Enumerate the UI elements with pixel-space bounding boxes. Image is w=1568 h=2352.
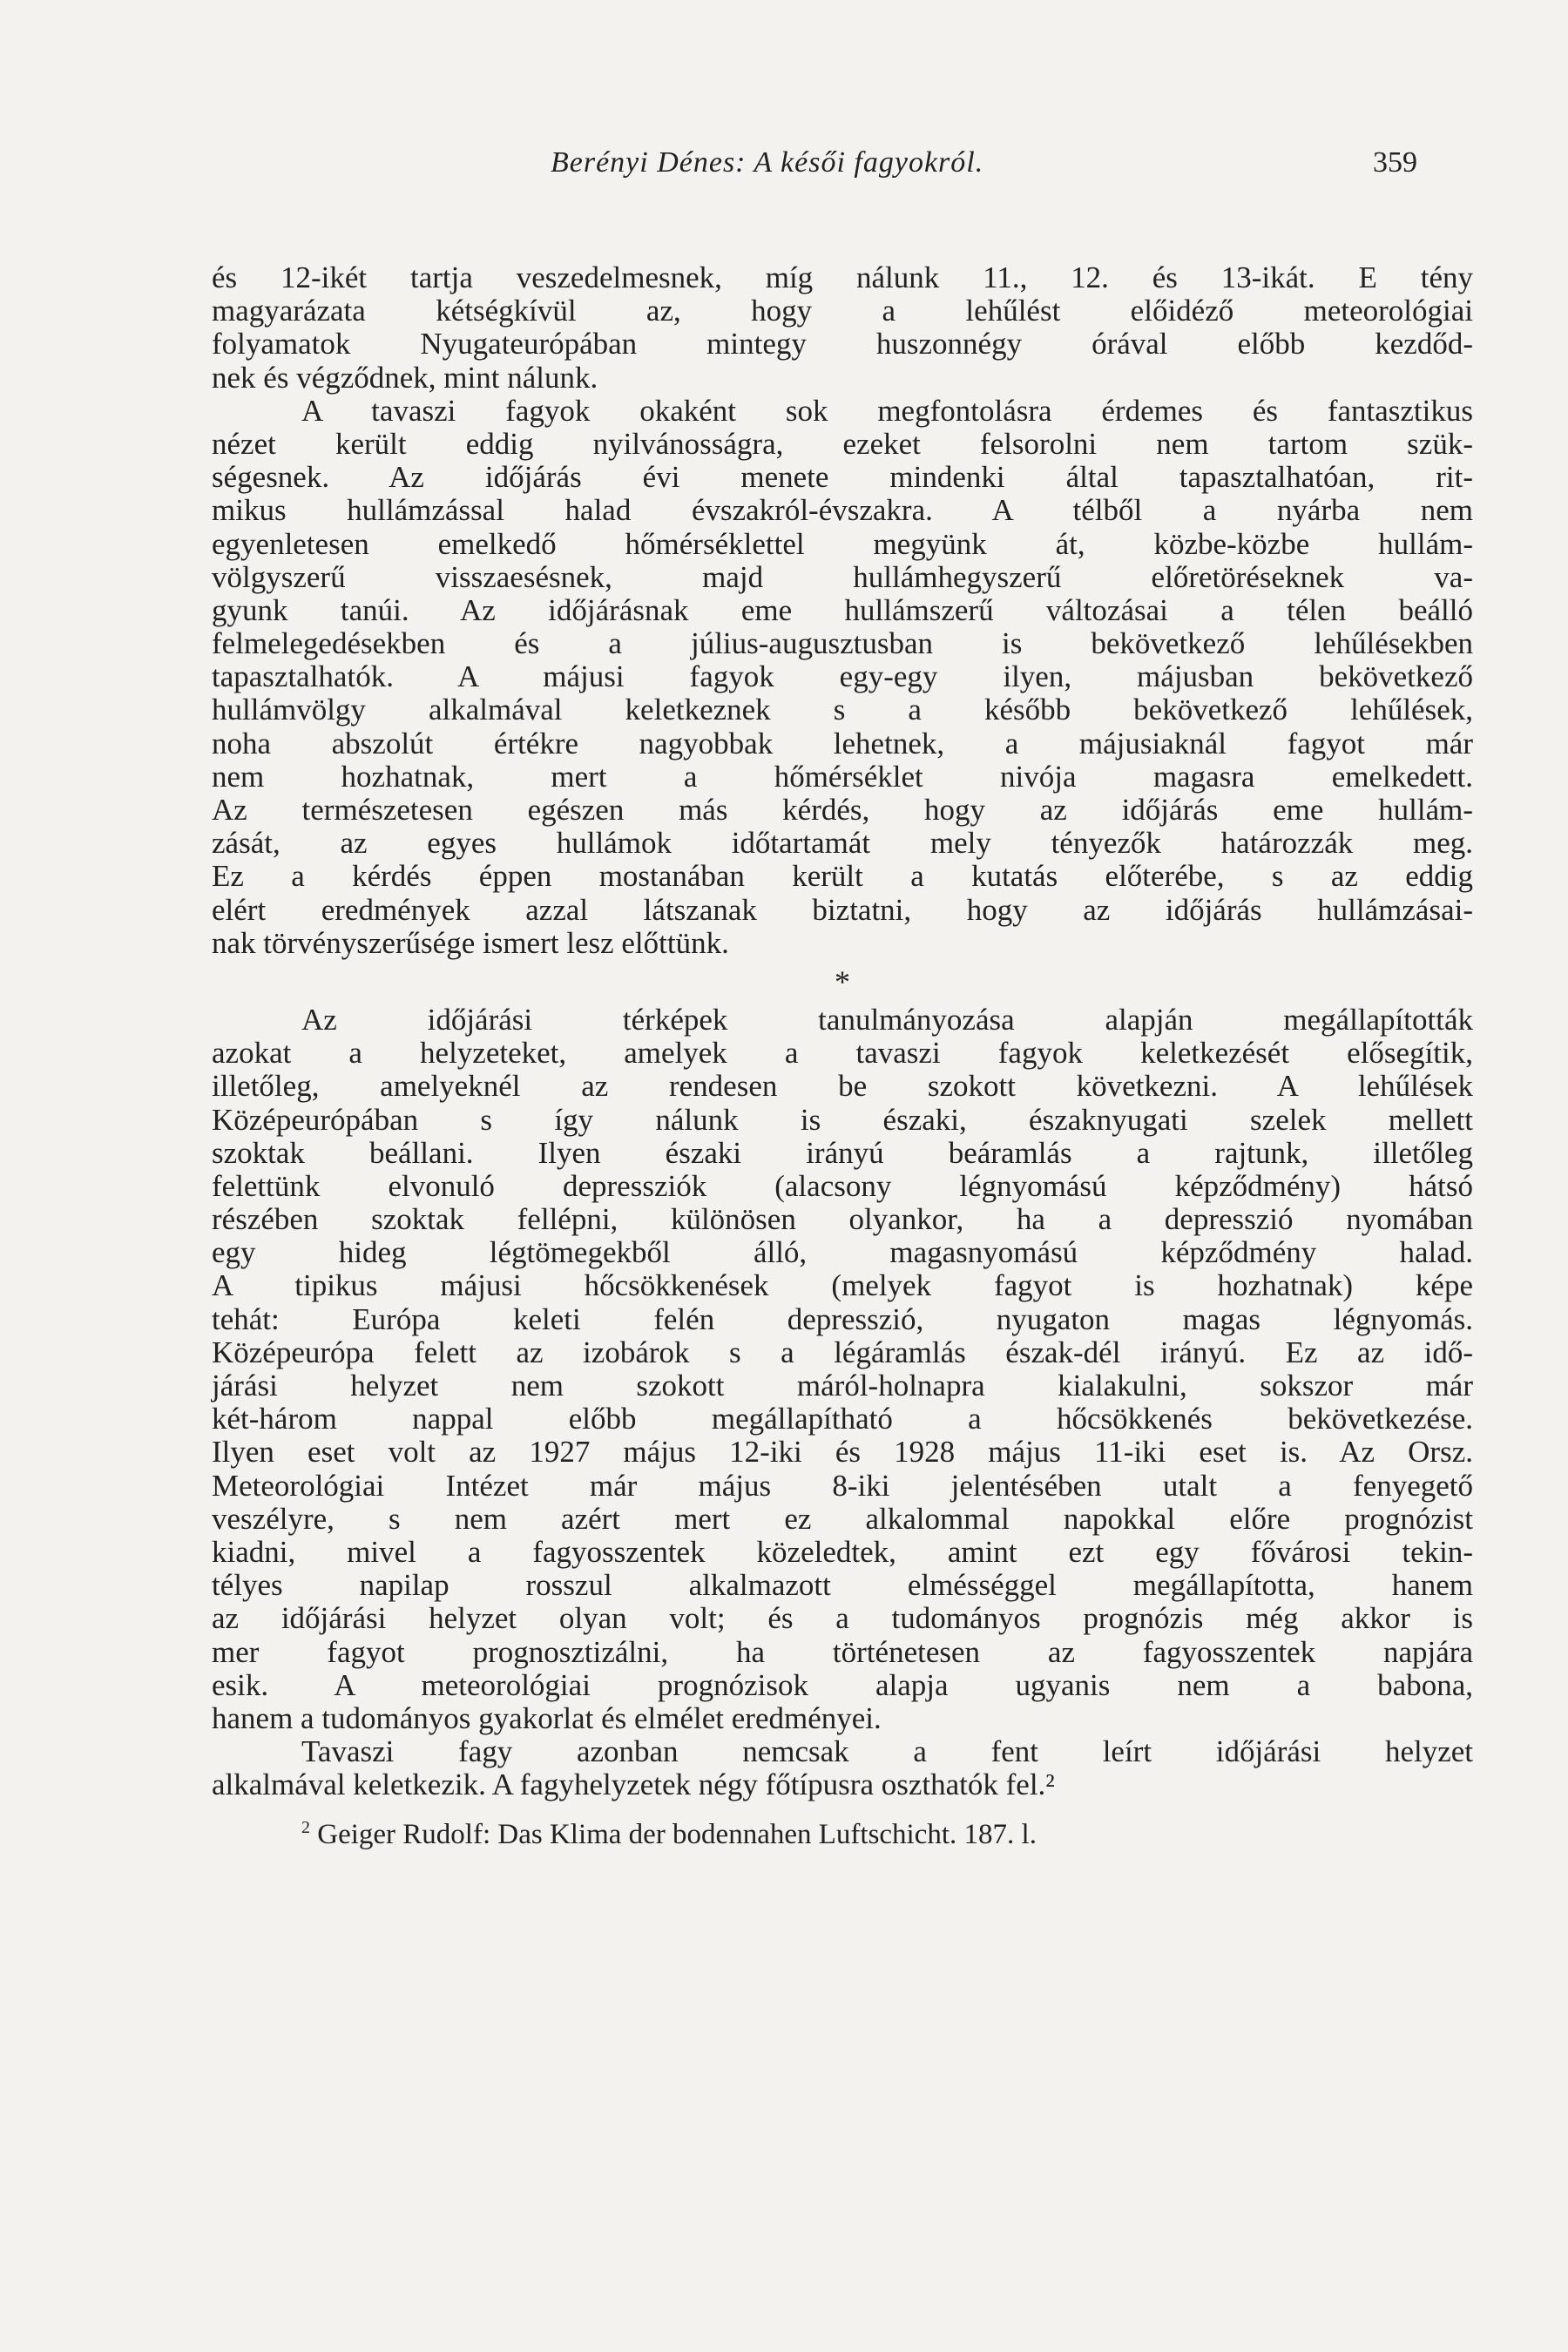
running-head-title: Berényi Dénes: A késői fagyokról. [551, 146, 984, 179]
text-line: A tavaszi fagyok okaként sok megfontolásra érdemes és fantasztikus [301, 393, 1473, 428]
text-line: szoktak beállani. Ilyen északi irányú beáramlás a rajtunk, illetőleg [212, 1135, 1473, 1170]
text-line: noha abszolút értékre nagyobbak lehetnek, a májusiaknál fagyot már [212, 726, 1473, 760]
section-separator: * [835, 963, 850, 999]
text-line: felettünk elvonuló depressziók (alacsony légnyomású képződmény) hátsó [212, 1168, 1473, 1203]
text-line: veszélyre, s nem azért mert ez alkalommal napokkal előre prognózist [212, 1501, 1473, 1536]
text-line: Meteorológiai Intézet már május 8-iki jelentésében utalt a fenyegető [212, 1468, 1473, 1503]
text-line: illetőleg, amelyeknél az rendesen be szokott következni. A lehűlések [212, 1069, 1473, 1104]
text-line: alkalmával keletkezik. A fagyhelyzetek négy főtípusra oszthatók fel.² [212, 1767, 1055, 1802]
text-line: Középeurópában s így nálunk is északi, északnyugati szelek mellett [212, 1102, 1473, 1137]
body-text [212, 260, 1473, 1851]
text-line: nézet került eddig nyilvánosságra, ezeket felsorolni nem tartom szük- [212, 426, 1473, 461]
text-line: járási helyzet nem szokott máról-holnapra kialakulni, sokszor már [212, 1369, 1473, 1402]
text-line: zását, az egyes hullámok időtartamát mely tényezők határozzák meg. [212, 826, 1473, 861]
text-line: nem hozhatnak, mert a hőmérséklet nivója magasra emelkedett. [212, 759, 1473, 794]
text-line: télyes napilap rosszul alkalmazott elmésséggel megállapította, hanem [212, 1568, 1473, 1603]
text-line: Középeurópa felett az izobárok s a légáramlás észak-dél irányú. Ez az idő- [212, 1335, 1473, 1369]
text-line: Az időjárási térképek tanulmányozása alapján megállapították [301, 1002, 1473, 1037]
text-line: két-három nappal előbb megállapítható a hőcsökkenés bekövetkezése. [212, 1402, 1473, 1436]
text-line: felmelegedésekben és a július-augusztusban is bekövetkező lehűlésekben [212, 626, 1473, 661]
text-line: kiadni, mivel a fagyosszentek közeledtek, amint ezt egy fővárosi tekin- [212, 1534, 1473, 1569]
text-line: hanem a tudományos gyakorlat és elmélet eredményei. [212, 1700, 882, 1735]
text-line: folyamatok Nyugateurópában mintegy huszonnégy órával előbb kezdőd- [212, 327, 1473, 362]
text-line: egy hideg légtömegekből álló, magasnyomású képződmény halad. [212, 1235, 1473, 1270]
text-line: nak törvényszerűsége ismert lesz előttünk. [212, 925, 729, 960]
footnote-text: Geiger Rudolf: Das Klima der bodennahen Luftschicht. 187. l. [317, 1819, 1037, 1851]
text-line: az időjárási helyzet olyan volt; és a tudományos prognózis még akkor is [212, 1601, 1473, 1636]
text-line: Ez a kérdés éppen mostanában került a kutatás előterébe, s az eddig [212, 859, 1473, 894]
text-line: Tavaszi fagy azonban nemcsak a fent leírt időjárási helyzet [301, 1734, 1473, 1769]
text-line: elért eredmények azzal látszanak biztatni, hogy az időjárás hullámzásai- [212, 892, 1473, 927]
footnote [212, 1807, 1473, 1851]
text-line: Az természetesen egészen más kérdés, hogy az időjárás eme hullám- [212, 793, 1473, 827]
text-line: esik. A meteorológiai prognózisok alapja ugyanis nem a babona, [212, 1667, 1473, 1702]
text-line: magyarázata kétségkívül az, hogy a lehűlést előidéző meteorológiai [212, 294, 1473, 328]
text-line: részében szoktak fellépni, különösen olyankor, ha a depresszió nyomában [212, 1202, 1473, 1237]
text-line: ségesnek. Az időjárás évi menete mindenki által tapasztalhatóan, rit- [212, 460, 1473, 495]
text-line: tapasztalhatók. A májusi fagyok egy-egy ilyen, májusban bekövetkező [212, 659, 1473, 694]
text-line: egyenletesen emelkedő hőmérséklettel megyünk át, közbe-közbe hullám- [212, 526, 1473, 561]
text-line: mikus hullámzással halad évszakról-évszakra. A télből a nyárba nem [212, 493, 1473, 528]
text-line: tehát: Európa keleti felén depresszió, nyugaton magas légnyomás. [212, 1301, 1473, 1336]
text-line: nek és végződnek, mint nálunk. [212, 360, 598, 395]
text-line: és 12-ikét tartja veszedelmesnek, míg nálunk 11., 12. és 13-ikát. E tény [212, 260, 1473, 294]
text-line: A tipikus májusi hőcsökkenések (melyek fagyot is hozhatnak) képe [212, 1268, 1473, 1303]
text-line: völgyszerű visszaesésnek, majd hullámhegyszerű előretöréseknek va- [212, 559, 1473, 594]
text-line: Ilyen eset volt az 1927 május 12-iki és 1928 május 11-iki eset is. Az Orsz. [212, 1435, 1473, 1470]
text-line: hullámvölgy alkalmával keletkeznek s a később bekövetkező lehűlések, [212, 693, 1473, 727]
page-number: 359 [1373, 146, 1417, 179]
text-line: gyunk tanúi. Az időjárásnak eme hullámszerű változásai a télen beálló [212, 592, 1473, 627]
footnote-marker: 2 [301, 1818, 310, 1838]
text-line: azokat a helyzeteket, amelyek a tavaszi fagyok keletkezését elősegítik, [212, 1036, 1473, 1071]
running-head [0, 146, 1568, 190]
text-line: mer fagyot prognosztizálni, ha történetesen az fagyosszentek napjára [212, 1634, 1473, 1669]
